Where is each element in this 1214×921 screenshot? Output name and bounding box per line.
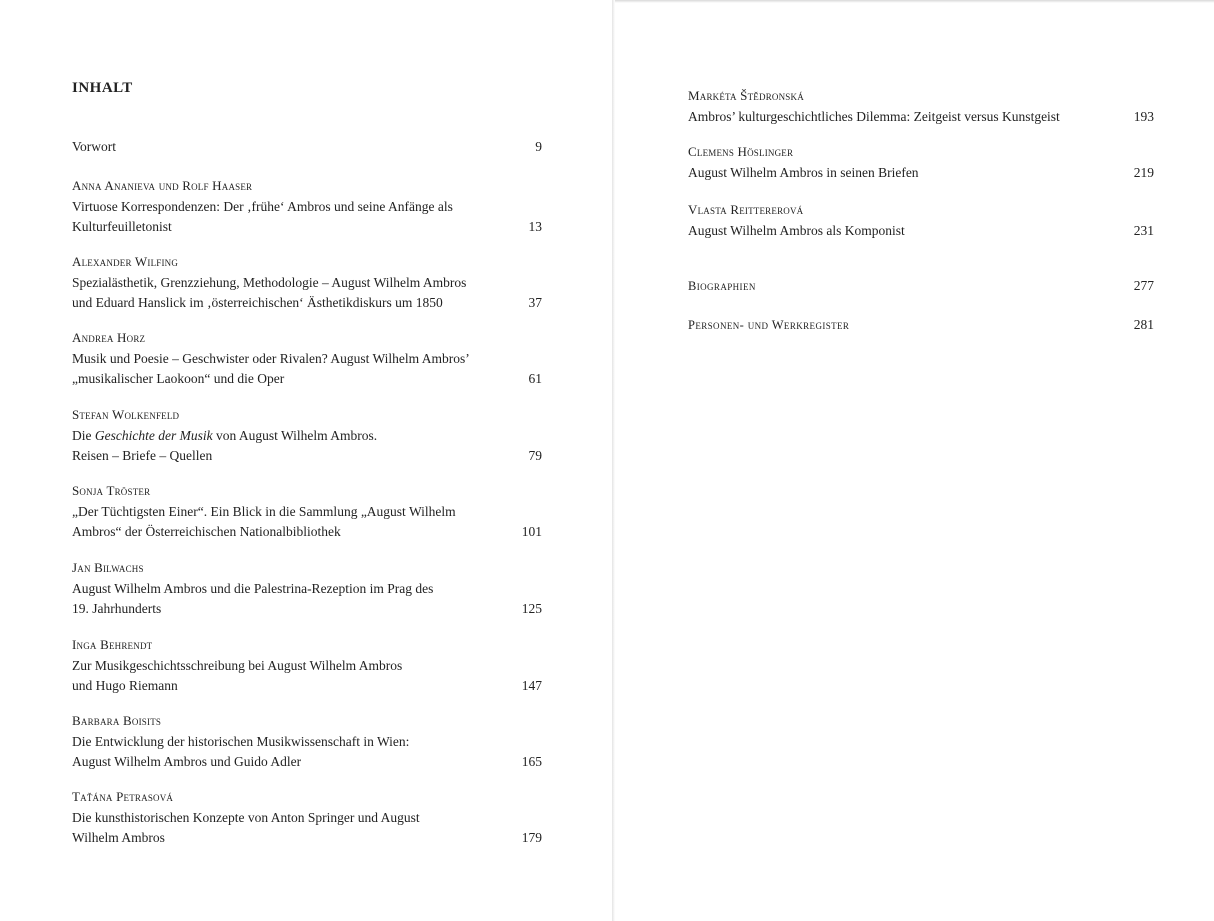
entry-title-line: und Hugo Riemann: [72, 678, 178, 693]
entry-title-line: und Eduard Hanslick im ‚österreichischen‘ Ästhetikdiskurs um 1850: [72, 295, 443, 310]
title-text: Die: [72, 427, 92, 443]
entry-title-line: Virtuose Korrespondenzen: Der ‚frühe‘ Ambros und seine Anfänge als: [72, 198, 453, 214]
entry-title-line: August Wilhelm Ambros als Komponist: [688, 222, 905, 238]
toc-section-register: [688, 315, 1154, 335]
toc-entry: [72, 252, 542, 314]
entry-title-line: Die Entwicklung der historischen Musikwissenschaft in Wien:: [72, 733, 410, 749]
toc-entry-vorwort: [72, 137, 542, 158]
entry-title-line: Die kunsthistorischen Konzepte von Anton Springer und August: [72, 809, 420, 825]
entry-title-line: Ambros“ der Österreichischen Nationalbibliothek: [72, 524, 341, 539]
entry-title-line: August Wilhelm Ambros in seinen Briefen: [688, 164, 919, 180]
page-number: 277: [1133, 277, 1154, 293]
page-number: 231: [1133, 222, 1154, 238]
entry-title-line: „Der Tüchtigsten Einer“. Ein Blick in die Sammlung „August Wilhelm: [72, 503, 456, 519]
page-number: 101: [521, 524, 542, 539]
toc-entry: [688, 86, 1154, 127]
page-number: 179: [521, 830, 542, 845]
section-label: Personen- und Werkregister: [688, 318, 850, 332]
toc-entry: [72, 481, 542, 543]
entry-title: Vorwort: [72, 139, 117, 154]
entry-author: Sonja Tröster: [72, 483, 151, 498]
entry-title-line: „musikalischer Laokoon“ und die Oper: [72, 371, 285, 386]
entry-title-line: [72, 426, 542, 447]
section-label: Biographien: [688, 279, 756, 293]
entry-title-line: Wilhelm Ambros: [72, 830, 165, 845]
entry-title-line: 19. Jahrhunderts: [72, 601, 162, 616]
entry-title-line: August Wilhelm Ambros und Guido Adler: [72, 754, 302, 769]
toc-entry: [72, 405, 542, 467]
entry-author: Taťána Petrasová: [72, 789, 174, 804]
entry-title-line: Spezialästhetik, Grenzziehung, Methodologie – August Wilhelm Ambros: [72, 274, 467, 290]
entry-author: Andrea Horz: [72, 330, 146, 345]
toc-entry: [688, 200, 1154, 241]
page-edge: [615, 0, 1214, 3]
entry-author: Barbara Boisits: [72, 713, 162, 728]
entry-author: Anna Ananieva und Rolf Haaser: [72, 178, 253, 193]
toc-entry: [72, 558, 542, 620]
entry-title-line: Reisen – Briefe – Quellen: [72, 448, 213, 463]
toc-section-biographien: [688, 276, 1154, 296]
entry-author: Jan Bilwachs: [72, 560, 144, 575]
contents-heading: INHALT: [72, 80, 133, 96]
page-number: 125: [521, 601, 542, 616]
page-number: 37: [528, 295, 542, 310]
toc-entry: [688, 142, 1154, 183]
entry-title-line: Kulturfeuilletonist: [72, 219, 172, 234]
toc-entry: [72, 176, 542, 238]
entry-title-line: Zur Musikgeschichtsschreibung bei August Wilhelm Ambros: [72, 657, 403, 673]
entry-author: Clemens Höslinger: [688, 144, 794, 159]
toc-entry: [72, 787, 542, 849]
entry-author: Inga Behrendt: [72, 637, 153, 652]
toc-entry: [72, 711, 542, 773]
page-number: 9: [535, 139, 542, 154]
title-italic-text: Geschichte der Musik: [94, 427, 213, 443]
page-number: 219: [1133, 164, 1154, 180]
book-gutter: [612, 0, 615, 921]
entry-title-line: Ambros’ kulturgeschichtliches Dilemma: Zeitgeist versus Kunstgeist: [688, 108, 1060, 124]
page-number: 165: [521, 754, 542, 769]
page-number: 13: [528, 219, 542, 234]
page-number: 61: [528, 371, 542, 386]
title-text: von August Wilhelm Ambros.: [215, 427, 378, 443]
page-number: 281: [1133, 316, 1154, 332]
page-number: 147: [521, 678, 542, 693]
entry-title-line: August Wilhelm Ambros und die Palestrina-Rezeption im Prag des: [72, 580, 434, 596]
entry-author: Stefan Wolkenfeld: [72, 407, 180, 422]
entry-author: Vlasta Reittererová: [688, 202, 804, 217]
toc-entry: [72, 635, 542, 697]
entry-title-line: Musik und Poesie – Geschwister oder Rivalen? August Wilhelm Ambros’: [72, 350, 470, 366]
entry-author: Alexander Wilfing: [72, 254, 179, 269]
page-number: 193: [1133, 108, 1154, 124]
toc-entry: [72, 328, 542, 390]
entry-author: Markéta Štědronská: [688, 88, 804, 103]
page-number: 79: [528, 448, 542, 463]
